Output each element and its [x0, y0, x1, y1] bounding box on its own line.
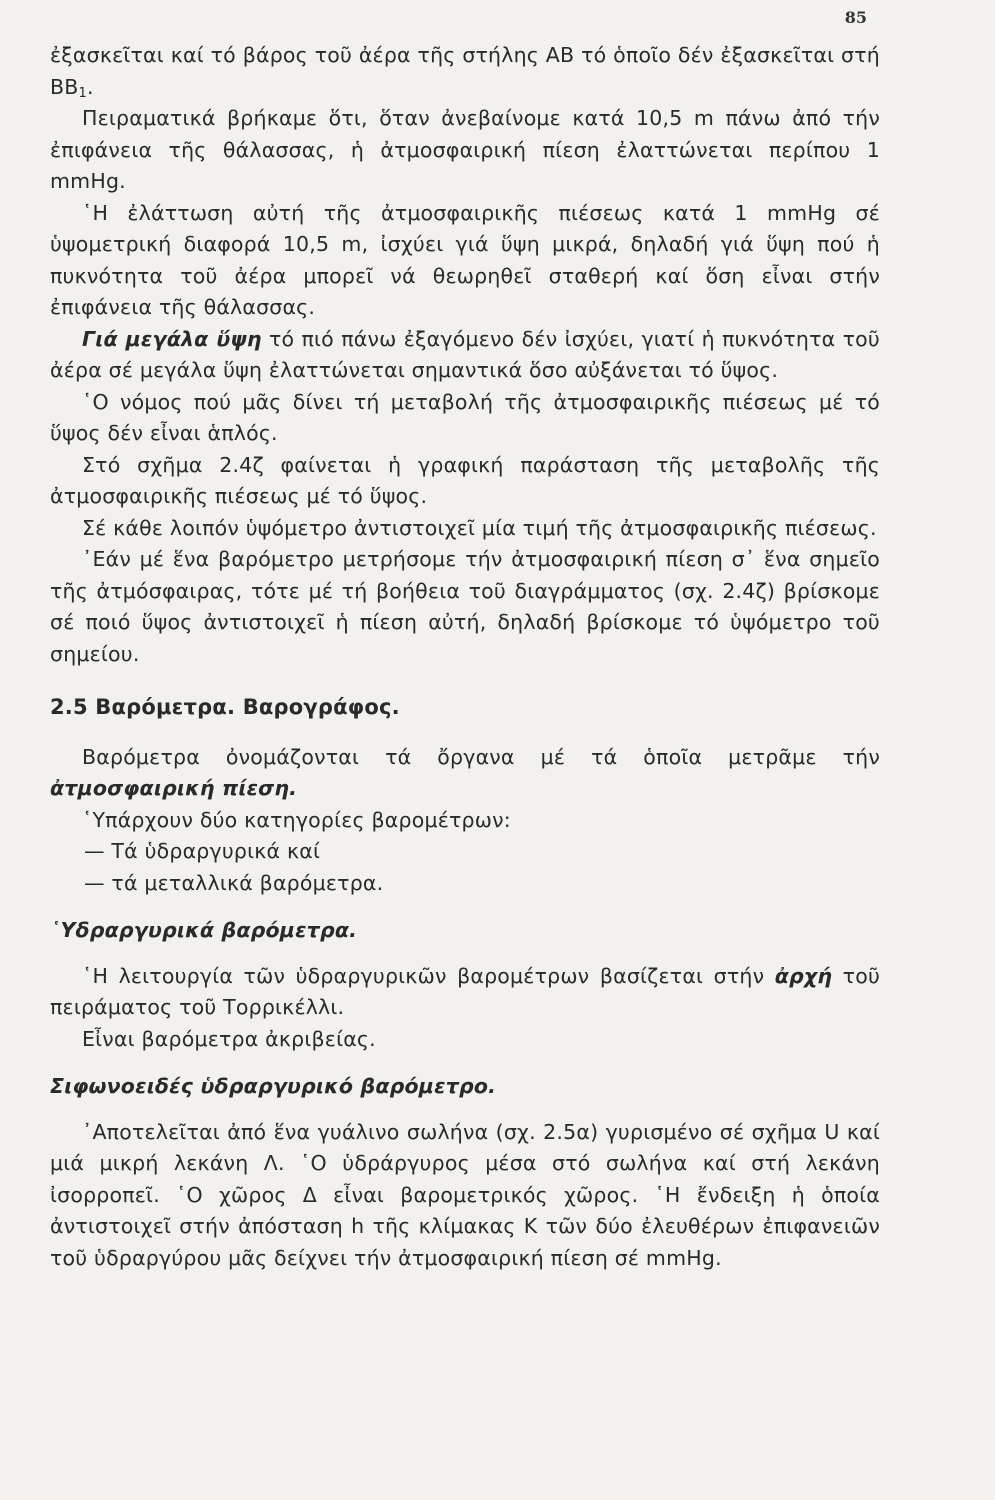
paragraph: ῾Η ἐλάττωση αὐτή τῆς ἀτμοσφαιρικῆς πιέσεως κατά 1 mmHg σέ ὑψομετρική διαφορά 10,5 m, ἰσχύει γιά ὕψη μικρά, δηλαδή γιά ὕψη πού ἡ πυκνότητα τοῦ ἀέρα μπορεῖ νά θεωρηθεῖ σταθερή καί ὅση εἶναι στήν ἐπιφάνεια τῆς θάλασσας.	[50, 200, 880, 319]
text-run: τό πιό πάνω ἐξαγόμενο δέν ἰσχύει, γιατί ἡ πυκνότητα τοῦ ἀέρα σέ μεγάλα ὕψη ἐλαττώνεται σημαντικά ὅσο αὐξάνεται τό ὕψος.	[50, 326, 880, 382]
paragraph-continued	[50, 40, 880, 103]
paragraph	[50, 961, 880, 1024]
paragraph: Σέ κάθε λοιπόν ὑψόμετρο ἀντιστοιχεῖ μία τιμή τῆς ἀτμοσφαιρικῆς πιέσεως.	[82, 515, 877, 540]
emphasis: ἀρχή	[774, 963, 833, 988]
section-heading: 2.5 Βαρόμετρα. Βαρογράφος.	[50, 695, 400, 719]
text-run: τοῦ πειράματος τοῦ Τορρικέλλι.	[50, 963, 880, 1019]
list-item: — τά μεταλλικά βαρόμετρα.	[84, 870, 384, 895]
text-run: ἐξασκεῖται καί τό βάρος τοῦ ἀέρα τῆς στήλης ΑΒ τό ὁποῖο δέν ἐξασκεῖται στή ΒΒ	[50, 43, 880, 99]
page-body	[50, 40, 880, 1274]
paragraph	[50, 324, 880, 387]
subscript: 1	[78, 85, 88, 101]
list-item: — Τά ὑδραργυρικά καί	[84, 839, 321, 863]
subheading: ῾Υδραργυρικά βαρόμετρα.	[50, 918, 358, 942]
text-run: .	[87, 74, 94, 99]
paragraph	[50, 742, 880, 805]
paragraph: ῾Ο νόμος πού μᾶς δίνει τή μεταβολή τῆς ἀτμοσφαιρικῆς πιέσεως μέ τό ὕψος δέν εἶναι ἁπλός.	[50, 389, 880, 445]
paragraph: ᾿Αποτελεῖται ἀπό ἕνα γυάλινο σωλήνα (σχ. 2.5α) γυρισμένο σέ σχῆμα U καί μιά μικρή λεκάνη Λ. ῾Ο ὑδράργυρος μέσα στό σωλήνα καί στή λεκάνη ἰσορροπεῖ. ῾Ο χῶρος Δ εἶναι βαρομετρικός χῶρος. ῾Η ἔνδειξη ἡ ὁποία ἀντιστοιχεῖ στήν ἀπόσταση h τῆς κλίμακας Κ τῶν δύο ἐλευθέρων ἐπιφανειῶν τοῦ ὑδραργύρου μᾶς δείχνει τήν ἀτμοσφαιρική πίεση σέ mmHg.	[50, 1119, 880, 1270]
paragraph: ῾Υπάρχουν δύο κατηγορίες βαρομέτρων:	[82, 807, 511, 832]
paragraph: Στό σχῆμα 2.4ζ φαίνεται ἡ γραφική παράσταση τῆς μεταβολῆς τῆς ἀτμοσφαιρικῆς πιέσεως μέ τό ὕψος.	[50, 452, 880, 508]
paragraph: Πειραματικά βρήκαμε ὅτι, ὅταν ἀνεβαίνομε κατά 10,5 m πάνω ἀπό τήν ἐπιφάνεια τῆς θάλασσας, ἡ ἀτμοσφαιρική πίεση ἐλαττώνεται περίπου 1 mmHg.	[50, 106, 880, 193]
text-run: Βαρόμετρα ὀνομάζονται τά ὄργανα μέ τά ὁποῖα μετρᾶμε τήν	[82, 744, 880, 769]
text-run: ῾Η λειτουργία τῶν ὑδραργυρικῶν βαρομέτρων βασίζεται στήν	[82, 963, 775, 988]
page-number: 85	[844, 8, 867, 27]
paragraph: Εἶναι βαρόμετρα ἀκριβείας.	[82, 1026, 376, 1051]
emphasis: ἀτμοσφαιρική πίεση.	[50, 776, 298, 800]
subheading: Σιφωνοειδές ὑδραργυρικό βαρόμετρο.	[50, 1074, 497, 1098]
emphasis: Γιά μεγάλα ὕψη	[82, 326, 262, 351]
paragraph: ᾿Εάν μέ ἕνα βαρόμετρο μετρήσομε τήν ἀτμοσφαιρική πίεση σ᾿ ἕνα σημεῖο τῆς ἀτμόσφαιρας, τότε μέ τή βοήθεια τοῦ διαγράμματος (σχ. 2.4ζ) βρίσκομε σέ ποιό ὕψος ἀντιστοιχεῖ ἡ πίεση αὐτή, δηλαδή βρίσκομε τό ὑψόμετρο τοῦ σημείου.	[50, 547, 880, 666]
